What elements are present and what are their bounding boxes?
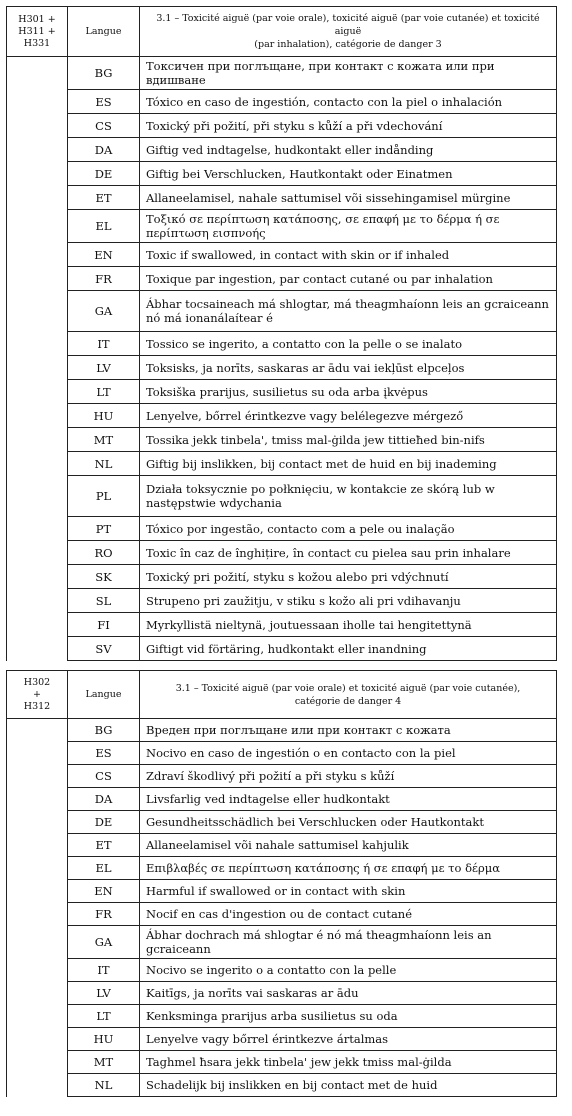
empty-code-cell [7,186,68,210]
language-code-cell: GA [68,291,140,332]
hazard-class-title [140,671,557,719]
empty-code-cell [7,834,68,857]
table-row [7,1074,557,1097]
empty-code-cell [7,637,68,661]
language-code-cell: GA [68,926,140,959]
language-column-header: Langue [68,671,140,719]
language-code-cell: SV [68,637,140,661]
language-code-cell: DE [68,811,140,834]
empty-code-cell [7,356,68,380]
empty-code-cell [7,380,68,404]
language-code-cell: ES [68,90,140,114]
hazard-statement-cell: Toxique par ingestion, par contact cutané ou par inhalation [140,267,557,291]
language-code-cell: LT [68,380,140,404]
empty-code-cell [7,452,68,476]
empty-code-cell [7,476,68,517]
hazard-class-title-line: 3.1 – Toxicité aiguë (par voie orale), toxicité aiguë (par voie cutanée) et toxicité aiguë [156,13,540,37]
table-row [7,788,557,811]
hazard-statement-cell: Nocivo en caso de ingestión o en contacto con la piel [140,742,557,765]
table-row [7,243,557,267]
empty-code-cell [7,788,68,811]
empty-code-cell [7,811,68,834]
table-row [7,57,557,90]
hazard-statement-cell: Lenyelve vagy bőrrel érintkezve ártalmas [140,1028,557,1051]
table-row [7,565,557,589]
language-code-cell: CS [68,765,140,788]
language-code-cell: BG [68,57,140,90]
empty-code-cell [7,903,68,926]
hazard-statement-cell: Harmful if swallowed or in contact with skin [140,880,557,903]
table-row [7,1051,557,1074]
hazard-statement-cell: Ábhar tocsaineach má shlogtar, má theagmhaíonn leis an gcraiceann nó má ionanálaítear é [140,291,557,332]
empty-code-cell [7,1028,68,1051]
hazard-statement-cell: Lenyelve, bőrrel érintkezve vagy belélegezve mérgező [140,404,557,428]
language-code-cell: NL [68,1074,140,1097]
empty-code-cell [7,210,68,243]
table-row [7,880,557,903]
language-code-cell: SL [68,589,140,613]
table-row [7,742,557,765]
hazard-statement-cell: Taghmel ħsara jekk tinbela' jew jekk tmiss mal-ġilda [140,1051,557,1074]
language-code-cell: EL [68,857,140,880]
language-code-cell: EN [68,880,140,903]
language-code-cell: HU [68,404,140,428]
empty-code-cell [7,114,68,138]
table-row [7,959,557,982]
hazard-code-line: H302 [23,676,51,688]
language-code-cell: HU [68,1028,140,1051]
hazard-statement-cell: Toksiška prarijus, susilietus su oda arba įkvėpus [140,380,557,404]
empty-code-cell [7,428,68,452]
empty-code-cell [7,404,68,428]
language-column-header: Langue [68,7,140,57]
empty-code-cell [7,162,68,186]
language-code-cell: ET [68,834,140,857]
language-code-cell: ET [68,186,140,210]
empty-code-cell [7,1005,68,1028]
table-row [7,613,557,637]
language-code-cell: ES [68,742,140,765]
table-header-row [7,7,557,57]
table-row [7,982,557,1005]
hazard-code-cell [7,7,68,57]
language-code-cell: PT [68,517,140,541]
hazard-table-h302-h312 [6,670,557,1097]
hazard-statement-cell: Schadelijk bij inslikken en bij contact met de huid [140,1074,557,1097]
table-row [7,1028,557,1051]
hazard-statement-cell: Strupeno pri zaužitju, v stiku s kožo ali pri vdihavanju [140,589,557,613]
empty-code-cell [7,57,68,90]
language-code-cell: IT [68,959,140,982]
hazard-statement-cell: Токсичен при поглъщане, при контакт с кожата или при вдишване [140,57,557,90]
hazard-statement-cell: Zdraví škodlivý při požití a při styku s kůží [140,765,557,788]
table-row [7,589,557,613]
hazard-statement-cell: Toxický při požití, při styku s kůží a při vdechování [140,114,557,138]
table-row [7,719,557,742]
language-code-cell: BG [68,719,140,742]
language-code-cell: RO [68,541,140,565]
hazard-statement-cell: Toxic if swallowed, in contact with skin or if inhaled [140,243,557,267]
language-code-cell: EL [68,210,140,243]
empty-code-cell [7,517,68,541]
hazard-statement-cell: Allaneelamisel või nahale sattumisel kahjulik [140,834,557,857]
table-row [7,90,557,114]
hazard-statement-cell: Myrkyllistä nieltynä, joutuessaan iholle tai hengitettynä [140,613,557,637]
hazard-statement-cell: Toksisks, ja norīts, saskaras ar ādu vai iekļūst elpceļos [140,356,557,380]
empty-code-cell [7,1051,68,1074]
hazard-class-title [140,7,557,57]
table-row [7,380,557,404]
empty-code-cell [7,291,68,332]
language-code-cell: SK [68,565,140,589]
table-row [7,811,557,834]
language-code-cell: MT [68,428,140,452]
language-code-cell: FR [68,267,140,291]
empty-code-cell [7,565,68,589]
hazard-statement-cell: Gesundheitsschädlich bei Verschlucken oder Hautkontakt [140,811,557,834]
table-row [7,1005,557,1028]
hazard-statement-cell: Giftigt vid förtäring, hudkontakt eller inandning [140,637,557,661]
hazard-code-line: H311 + [18,25,56,37]
table-row [7,356,557,380]
language-code-cell: CS [68,114,140,138]
empty-code-cell [7,982,68,1005]
hazard-class-title-line: 3.1 – Toxicité aiguë (par voie orale) et toxicité aiguë (par voie cutanée), [175,682,521,694]
table-row [7,857,557,880]
language-code-cell: FI [68,613,140,637]
table-row [7,138,557,162]
language-code-cell: LV [68,356,140,380]
language-code-cell: NL [68,452,140,476]
table-row [7,114,557,138]
hazard-statement-cell: Allaneelamisel, nahale sattumisel või sissehingamisel mürgine [140,186,557,210]
empty-code-cell [7,742,68,765]
table-row [7,267,557,291]
empty-code-cell [7,857,68,880]
language-code-cell: PL [68,476,140,517]
hazard-code-line: + [33,688,41,700]
hazard-class-title-line: catégorie de danger 4 [294,695,402,707]
empty-code-cell [7,138,68,162]
hazard-statement-cell: Tossico se ingerito, a contatto con la pelle o se inalato [140,332,557,356]
empty-code-cell [7,589,68,613]
hazard-statement-cell: Kenksminga prarijus arba susilietus su oda [140,1005,557,1028]
empty-code-cell [7,959,68,982]
table-row [7,404,557,428]
table-row [7,332,557,356]
table-row [7,903,557,926]
language-code-cell: LV [68,982,140,1005]
language-code-cell: DA [68,788,140,811]
hazard-statement-cell: Nocivo se ingerito o a contatto con la pelle [140,959,557,982]
empty-code-cell [7,243,68,267]
hazard-statement-cell: Nocif en cas d'ingestion ou de contact cutané [140,903,557,926]
empty-code-cell [7,267,68,291]
language-code-cell: IT [68,332,140,356]
language-code-cell: EN [68,243,140,267]
empty-code-cell [7,332,68,356]
table-row [7,291,557,332]
hazard-class-title-line: (par inhalation), catégorie de danger 3 [254,39,442,50]
empty-code-cell [7,1074,68,1097]
language-code-cell: FR [68,903,140,926]
language-code-cell: DA [68,138,140,162]
hazard-statement-cell: Ábhar dochrach má shlogtar é nó má theagmhaíonn leis an gcraiceann [140,926,557,959]
empty-code-cell [7,765,68,788]
hazard-statement-cell: Toxic în caz de înghițire, în contact cu pielea sau prin inhalare [140,541,557,565]
hazard-statement-cell: Επιβλαβές σε περίπτωση κατάποσης ή σε επαφή με το δέρμα [140,857,557,880]
hazard-statement-cell: Τοξικό σε περίπτωση κατάποσης, σε επαφή με το δέρμα ή σε περίπτωση εισπνοής [140,210,557,243]
hazard-code-line: H301 + [18,13,56,25]
hazard-statement-cell: Toxický pri požití, styku s kožou alebo pri vdýchnutí [140,565,557,589]
table-row [7,476,557,517]
hazard-statement-cell: Livsfarlig ved indtagelse eller hudkontakt [140,788,557,811]
table-row [7,517,557,541]
empty-code-cell [7,719,68,742]
table-row [7,637,557,661]
hazard-statement-cell: Giftig ved indtagelse, hudkontakt eller indånding [140,138,557,162]
table-header-row [7,671,557,719]
hazard-statement-cell: Tossika jekk tinbela', tmiss mal-ġilda jew tittieħed bin-nifs [140,428,557,452]
hazard-statement-cell: Tóxico en caso de ingestión, contacto con la piel o inhalación [140,90,557,114]
table-row [7,765,557,788]
empty-code-cell [7,613,68,637]
hazard-statement-cell: Działa toksycznie po połknięciu, w kontakcie ze skórą lub w następstwie wdychania [140,476,557,517]
empty-code-cell [7,880,68,903]
hazard-table-h301-h311-h331 [6,6,557,661]
empty-code-cell [7,926,68,959]
hazard-code-line: H312 [23,700,51,712]
hazard-code-cell [7,671,68,719]
table-row [7,186,557,210]
table-row [7,926,557,959]
empty-code-cell [7,541,68,565]
hazard-statement-cell: Giftig bei Verschlucken, Hautkontakt oder Einatmen [140,162,557,186]
table-row [7,834,557,857]
table-row [7,428,557,452]
hazard-code-line: H331 [23,37,51,49]
language-code-cell: LT [68,1005,140,1028]
empty-code-cell [7,90,68,114]
hazard-statement-cell: Вреден при поглъщане или при контакт с кожата [140,719,557,742]
language-code-cell: MT [68,1051,140,1074]
table-row [7,210,557,243]
hazard-statement-cell: Giftig bij inslikken, bij contact met de huid en bij inademing [140,452,557,476]
hazard-statement-cell: Tóxico por ingestão, contacto com a pele ou inalação [140,517,557,541]
table-row [7,162,557,186]
table-row [7,541,557,565]
table-row [7,452,557,476]
hazard-statement-cell: Kaitīgs, ja norīts vai saskaras ar ādu [140,982,557,1005]
language-code-cell: DE [68,162,140,186]
